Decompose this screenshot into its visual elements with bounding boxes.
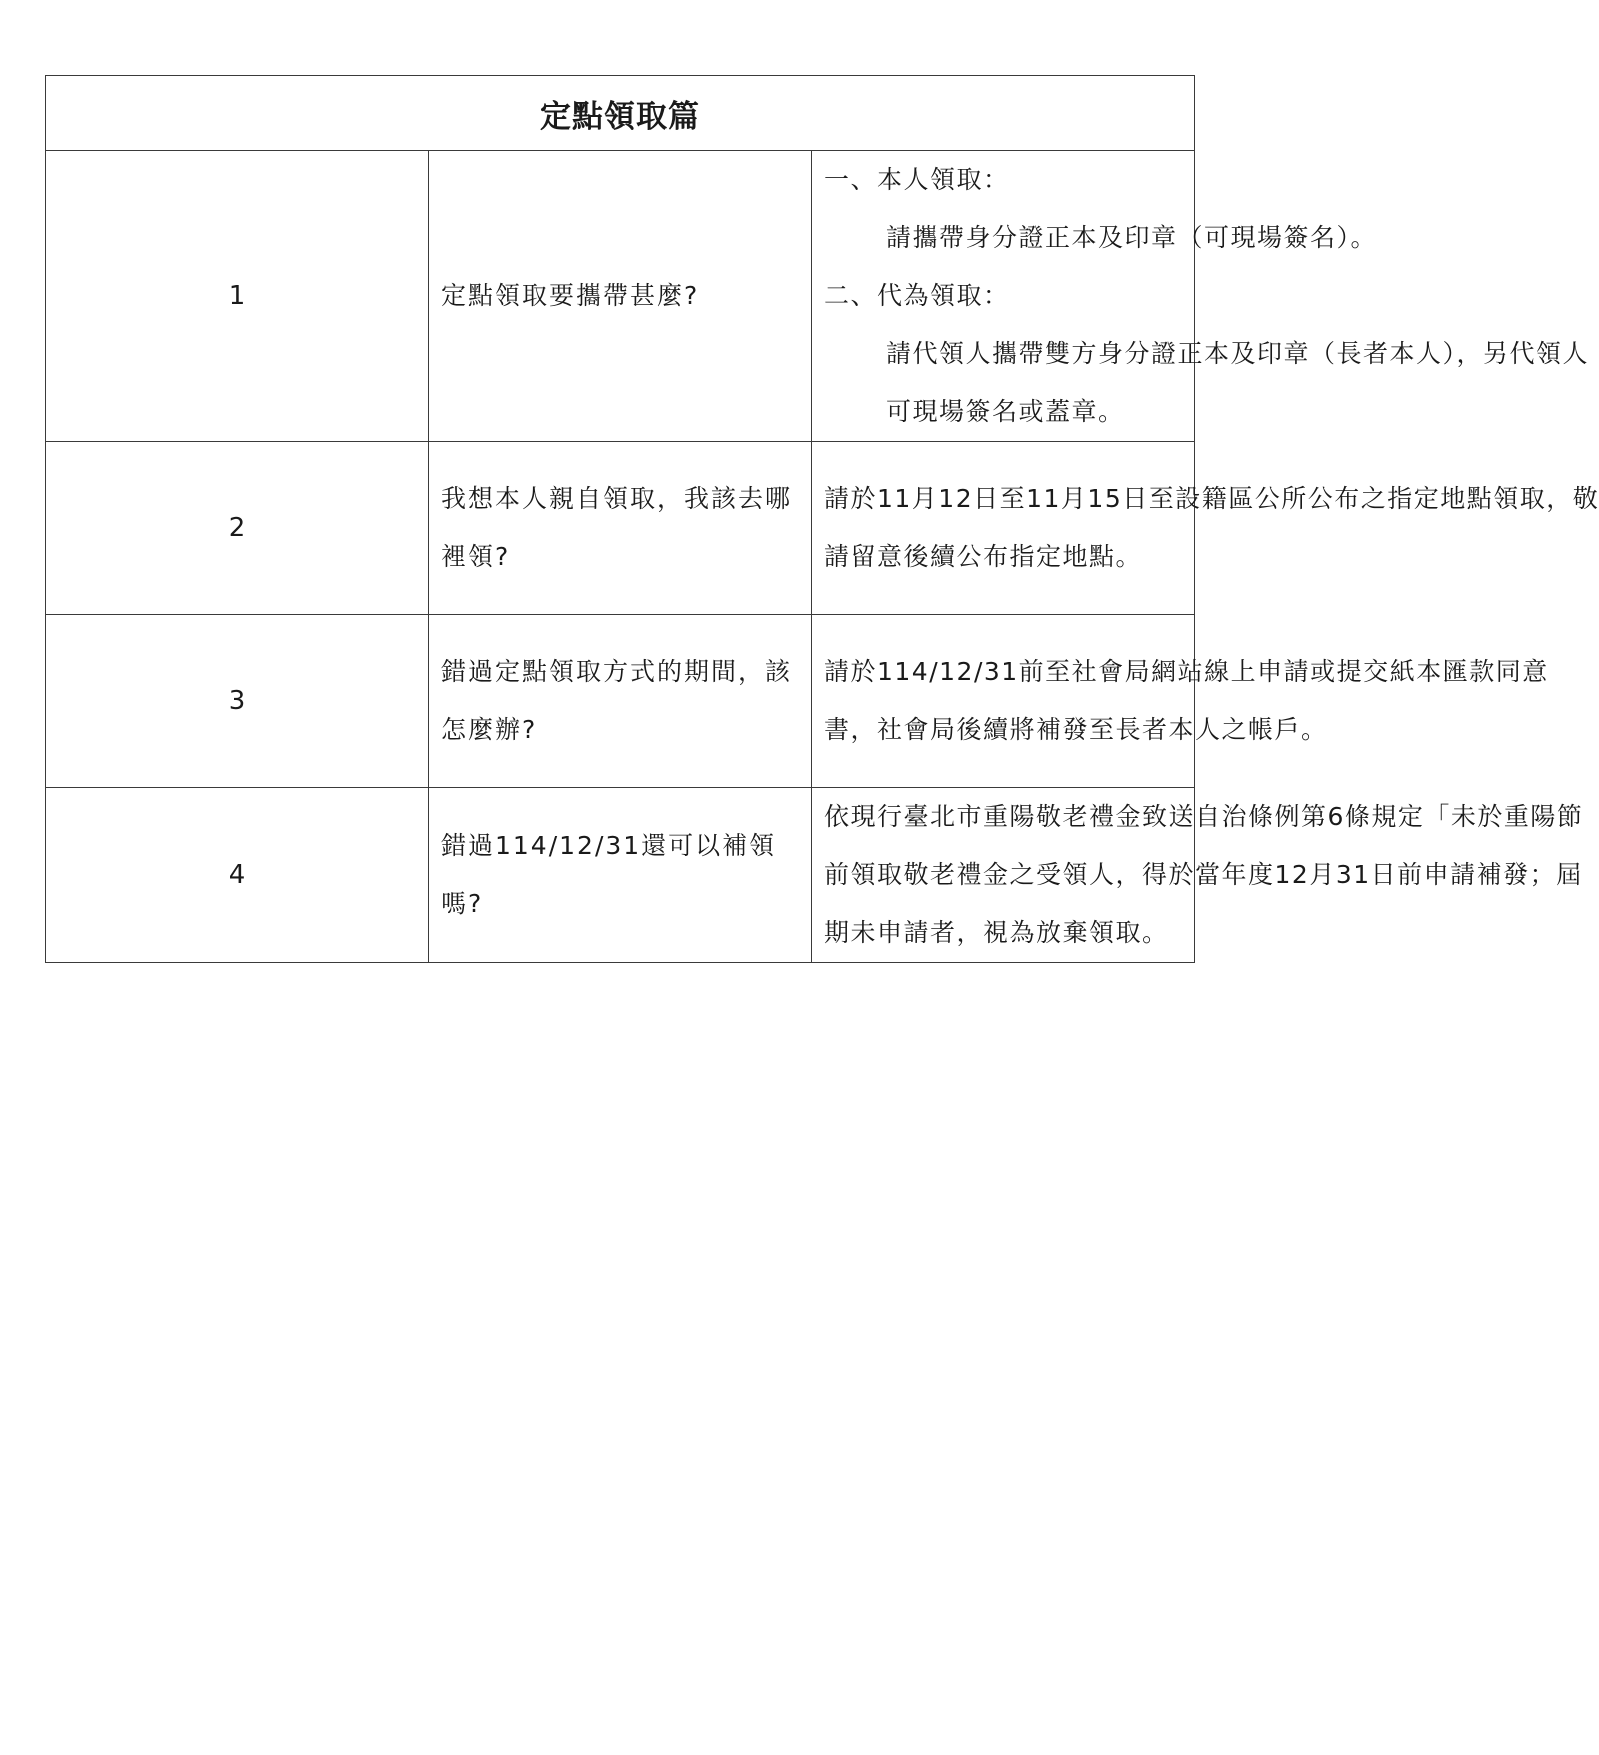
- answer-line: 請於11月12日至11月15日至設籍區公所公布之指定地點領取，敬: [824, 484, 1599, 513]
- table-row: [46, 442, 1195, 615]
- table-title: 定點領取篇: [46, 76, 1195, 151]
- row-number: 2: [46, 442, 429, 615]
- answer-line: 二、代為領取：: [824, 281, 1010, 310]
- answer-line: 請代領人攜帶雙方身分證正本及印章（長者本人），另代領人: [886, 339, 1590, 368]
- answer-line: 請攜帶身分證正本及印章（可現場簽名）。: [886, 223, 1378, 252]
- table-row: [46, 615, 1195, 788]
- question-cell: 我想本人親自領取，我該去哪裡領?: [429, 442, 812, 615]
- answer-cell: [812, 788, 1584, 963]
- answer-cell: [812, 615, 1549, 788]
- question-cell: 錯過114/12/31還可以補領嗎?: [429, 788, 812, 963]
- faq-table: [45, 75, 1599, 963]
- answer-line: 可現場簽名或蓋章。: [886, 397, 1125, 426]
- row-number: 3: [46, 615, 429, 788]
- row-number: 4: [46, 788, 429, 963]
- answer-line: 依現行臺北市重陽敬老禮金致送自治條例第6條規定「未於重陽節: [824, 802, 1584, 831]
- table-row: [46, 151, 1195, 442]
- table-row: [46, 788, 1195, 963]
- row-number: 1: [46, 151, 429, 442]
- question-cell: 錯過定點領取方式的期間，該怎麼辦?: [429, 615, 812, 788]
- answer-line: 前領取敬老禮金之受領人，得於當年度12月31日前申請補發；屆: [824, 860, 1583, 889]
- answer-cell: [812, 442, 1599, 615]
- answer-line: 一、本人領取：: [824, 165, 1010, 194]
- answer-line: 書，社會局後續將補發至長者本人之帳戶。: [824, 715, 1328, 744]
- answer-line: 期未申請者，視為放棄領取。: [824, 918, 1169, 947]
- answer-line: 請留意後續公布指定地點。: [824, 542, 1143, 571]
- answer-cell: [812, 151, 1590, 442]
- question-cell: 定點領取要攜帶甚麼?: [429, 151, 812, 442]
- answer-line: 請於114/12/31前至社會局網站線上申請或提交紙本匯款同意: [824, 657, 1549, 686]
